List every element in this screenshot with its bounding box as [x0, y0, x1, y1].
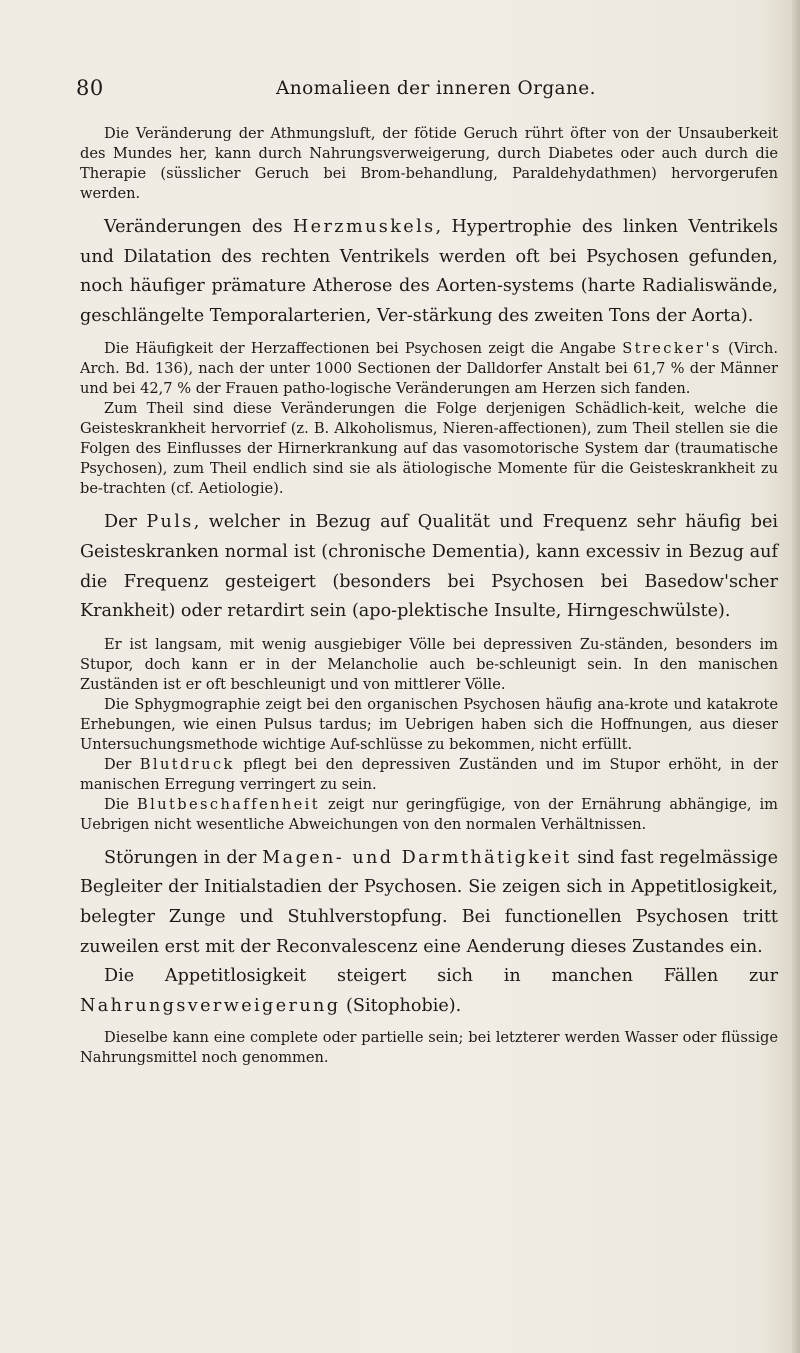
- text-run: Die Häufigkeit der Herzaffectionen bei Psychosen zeigt die Angabe: [104, 340, 623, 358]
- text-run: Die: [104, 795, 137, 813]
- page-edge: [792, 0, 800, 1353]
- author-strecker: Strecker's: [622, 340, 722, 358]
- running-head: Anomalieen der inneren Organe.: [276, 78, 596, 99]
- text-run: pflegt bei den depressiven Zuständen und im Stupor erhöht, in der manischen Erregung verringert zu sein.: [80, 755, 778, 793]
- text-run: Veränderungen des: [104, 217, 293, 237]
- page-body: [80, 124, 778, 1068]
- paragraph-appetite: [80, 962, 778, 1021]
- paragraph-sphygmography: Die Sphygmographie zeigt bei den organischen Psychosen häufig ana-krote und katakrote Erhebungen, wie einen Pulsus tardus; im Uebrigen haben sich die Hoffnungen, aus dieser Untersuchungsmethode wichtige Auf-schlüsse zu bekommen, nicht erfüllt.: [80, 695, 778, 753]
- paragraph-food-refusal: Dieselbe kann eine complete oder partielle sein; bei letzterer werden Wasser oder flüssige Nahrungsmittel noch genommen.: [80, 1029, 778, 1067]
- text-run: (Sitophobie).: [340, 995, 462, 1016]
- text-run: Die Appetitlosigkeit steigert sich in manchen Fällen zur: [104, 966, 778, 987]
- keyword-herzmuskels: Herzmuskels: [292, 217, 436, 237]
- keyword-blutdruck: Blutdruck: [139, 755, 235, 773]
- page-header: [76, 76, 776, 106]
- text-run: Der: [104, 755, 140, 773]
- paragraph-heart-causes: Zum Theil sind diese Veränderungen die Folge derjenigen Schädlich-keit, welche die Geisteskrankheit hervorrief (z. B. Alkoholismus, Nieren-affectionen), zum Theil stellen sie die Folgen des Einflusses der Hirnerkrankung auf das vasomotorische System dar (traumatische Psychosen), zum Theil endlich sind sie als ätiologische Momente für die Geisteskrankheit zu be-trachten (cf. Aetiologie).: [80, 400, 778, 498]
- paragraph-blood-composition: [80, 795, 778, 835]
- text-run: (Virch. Arch. Bd. 136), nach der unter 1000 Sectionen der Dalldorfer Anstalt bei 61,7 % der Männer und bei 42,7 % der Frauen patho-logische Veränderungen am Herzen sich fanden.: [80, 340, 778, 398]
- paragraph-heart-muscle: [80, 213, 778, 331]
- paragraph-blood-pressure: [80, 755, 778, 795]
- keyword-nahrungsverweigerung: Nahrungsverweigerung: [80, 995, 341, 1016]
- paragraph-pulse: [80, 508, 778, 626]
- paragraph-pulse-states: Er ist langsam, mit wenig ausgiebiger Völle bei depressiven Zu-ständen, besonders im Stupor, doch kann er in der Melancholie auch be-schleunigt sein. In den manischen Zuständen ist er oft beschleunigt und von mittlerer Völle.: [80, 635, 778, 693]
- text-run: , Hypertrophie des linken Ventrikels und Dilatation des rechten Ventrikels werden oft bei Psychosen gefunden, noch häufiger prämature Atherose des Aorten-systems (harte Radialiswände, geschlängelte Temporalarterien, Ver-stärkung des zweiten Tons der Aorta).: [80, 217, 779, 326]
- text-run: Störungen in der: [104, 847, 263, 868]
- paragraph-breath-odor: Die Veränderung der Athmungsluft, der fötide Geruch rührt öfter von der Unsauberkeit des Mundes her, kann durch Nahrungsverweigerung, durch Diabetes oder auch durch die Therapie (süsslicher Geruch bei Brom-behandlung, Paraldehydathmen) hervorgerufen werden.: [80, 125, 778, 202]
- paragraph-digestion: [80, 844, 778, 962]
- paragraph-heart-frequency: [80, 339, 778, 399]
- keyword-magen-darm: Magen- und Darmthätigkeit: [262, 847, 572, 868]
- page-number: 80: [76, 76, 104, 100]
- text-run: zeigt nur geringfügige, von der Ernährung abhängige, im Uebrigen nicht wesentliche Abweichungen von den normalen Verhältnissen.: [80, 795, 778, 833]
- text-run: sind fast regelmässige Begleiter der Initialstadien der Psychosen. Sie zeigen sich in Appetitlosigkeit, belegter Zunge und Stuhlverstopfung. Bei functionellen Psychosen tritt zuweilen erst mit der Reconvalescenz eine Aenderung dieses Zustandes ein.: [80, 847, 778, 957]
- text-run: Der: [104, 512, 147, 533]
- keyword-blutbeschaffenheit: Blutbeschaffenheit: [137, 795, 321, 813]
- keyword-puls: Puls: [146, 512, 194, 533]
- text-run: , welcher in Bezug auf Qualität und Frequenz sehr häufig bei Geisteskranken normal ist (chronische Dementia), kann excessiv in Bezug auf die Frequenz gesteigert (besonders bei Psychosen bei Basedow'scher Krankheit) oder retardirt sein (apo-plektische Insulte, Hirngeschwülste).: [80, 512, 778, 622]
